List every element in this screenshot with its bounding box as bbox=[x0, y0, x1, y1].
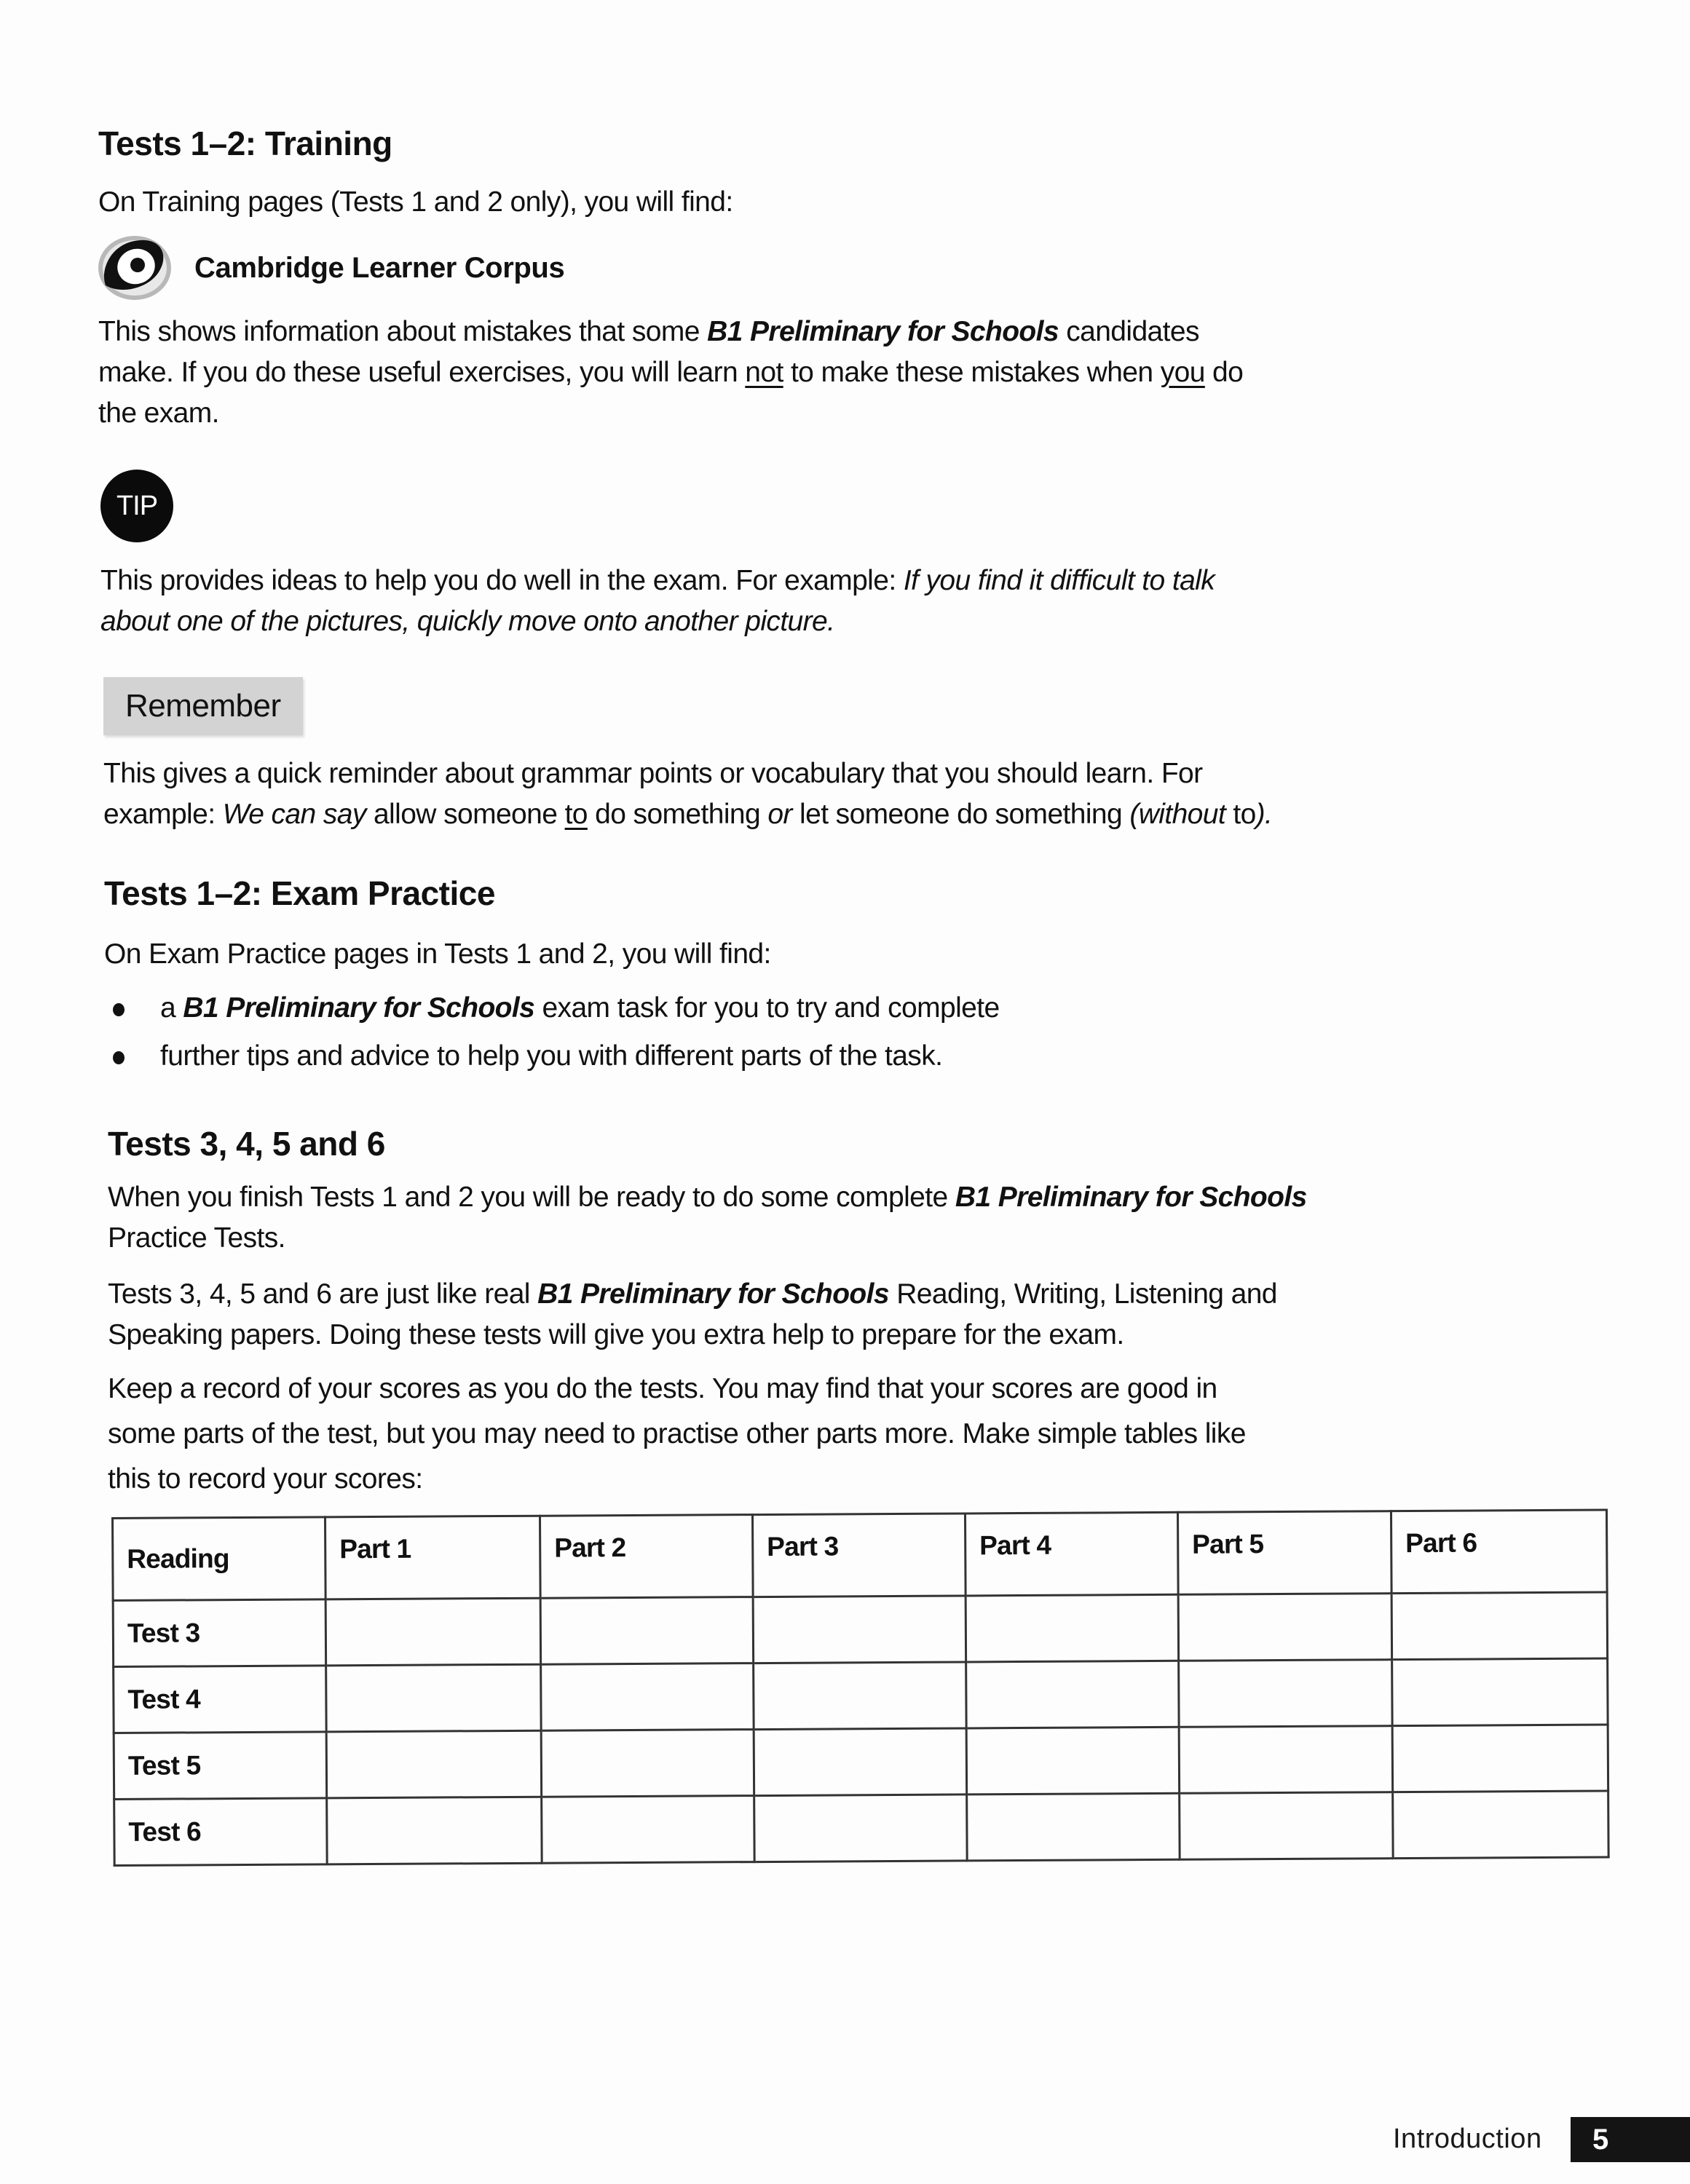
score-cell[interactable] bbox=[541, 1663, 754, 1731]
training-intro-text: On Training pages (Tests 1 and 2 only), you will find: bbox=[98, 186, 733, 218]
cambridge-learner-corpus-icon bbox=[97, 232, 178, 305]
table-header: Reading bbox=[113, 1517, 326, 1601]
line: some parts of the test, but you may need to practise other parts more. Make simple tables like bbox=[108, 1418, 1246, 1449]
score-table bbox=[111, 1509, 1610, 1867]
text: to make these mistakes when bbox=[783, 357, 1161, 388]
bullet-icon bbox=[113, 1003, 125, 1016]
table-row bbox=[114, 1725, 1608, 1799]
text: to bbox=[1225, 799, 1256, 830]
score-cell[interactable] bbox=[1179, 1660, 1393, 1728]
text: We can say bbox=[222, 799, 366, 830]
score-cell[interactable] bbox=[966, 1594, 1179, 1662]
text: allow someone bbox=[366, 799, 565, 830]
table-header: Part 4 bbox=[965, 1512, 1178, 1596]
table-row bbox=[113, 1592, 1607, 1666]
table-header: Part 2 bbox=[540, 1515, 753, 1599]
tip-example: If you find it difficult to talk bbox=[903, 565, 1215, 596]
clc-label: Cambridge Learner Corpus bbox=[194, 252, 565, 284]
text: example: bbox=[103, 799, 223, 830]
score-cell[interactable] bbox=[754, 1662, 967, 1730]
underlined-to: to bbox=[564, 799, 588, 830]
list-item bbox=[104, 984, 1000, 1032]
tests-3-6-para-3 bbox=[108, 1366, 1246, 1502]
score-cell[interactable] bbox=[327, 1797, 542, 1864]
line bbox=[108, 1274, 1277, 1315]
remember-line-2 bbox=[103, 794, 1272, 835]
text: Tests 3, 4, 5 and 6 are just like real bbox=[108, 1278, 538, 1310]
score-cell[interactable] bbox=[540, 1597, 754, 1665]
remember-label-box: Remember bbox=[103, 677, 303, 735]
underlined-you: you bbox=[1160, 357, 1205, 388]
table-header-row bbox=[113, 1510, 1608, 1600]
exam-name: B1 Preliminary for Schools bbox=[183, 992, 535, 1024]
text: exam task for you to try and complete bbox=[534, 992, 1000, 1024]
text: do bbox=[1204, 357, 1244, 388]
score-cell[interactable] bbox=[966, 1727, 1180, 1795]
score-cell[interactable] bbox=[754, 1795, 968, 1862]
list-item bbox=[104, 1032, 1000, 1080]
clc-line-3: the exam. bbox=[98, 397, 219, 429]
score-cell[interactable] bbox=[326, 1730, 542, 1798]
line: Keep a record of your scores as you do the tests. You may find that your scores are good in bbox=[108, 1373, 1217, 1404]
text: This provides ideas to help you do well in the exam. For example: bbox=[100, 565, 904, 596]
score-cell[interactable] bbox=[1392, 1725, 1608, 1792]
score-cell[interactable] bbox=[541, 1730, 754, 1797]
tip-line-1 bbox=[100, 561, 1215, 601]
text: This shows information about mistakes that some bbox=[98, 316, 708, 347]
line bbox=[108, 1177, 1307, 1218]
text: When you finish Tests 1 and 2 you will be ready to do some complete bbox=[108, 1182, 955, 1213]
exam-name: B1 Preliminary for Schools bbox=[707, 316, 1059, 347]
text: candidates bbox=[1058, 316, 1199, 347]
tip-badge-icon: TIP bbox=[100, 470, 173, 542]
exam-name: B1 Preliminary for Schools bbox=[955, 1182, 1307, 1213]
score-cell[interactable] bbox=[1392, 1658, 1608, 1726]
clc-feature-label bbox=[97, 232, 564, 305]
score-cell[interactable] bbox=[753, 1596, 966, 1663]
row-label: Test 6 bbox=[114, 1798, 328, 1866]
row-label: Test 4 bbox=[114, 1666, 327, 1733]
line: this to record your scores: bbox=[108, 1463, 423, 1495]
exam-practice-list bbox=[104, 984, 1000, 1080]
page-number: 5 bbox=[1592, 2123, 1609, 2156]
row-label: Test 3 bbox=[113, 1599, 326, 1667]
text: a bbox=[160, 992, 183, 1024]
text: further tips and advice to help you with different parts of the task. bbox=[160, 1040, 943, 1072]
clc-description bbox=[98, 312, 1243, 434]
heading-tests-3-6: Tests 3, 4, 5 and 6 bbox=[108, 1125, 385, 1163]
table-row bbox=[114, 1791, 1608, 1865]
text: make. If you do these useful exercises, you will learn bbox=[98, 357, 746, 388]
score-cell[interactable] bbox=[1180, 1792, 1394, 1860]
score-cell[interactable] bbox=[754, 1728, 967, 1796]
exam-practice-intro bbox=[104, 934, 771, 975]
row-label: Test 5 bbox=[114, 1732, 327, 1800]
tip-description bbox=[100, 561, 1215, 642]
text: Reading, Writing, Listening and bbox=[888, 1278, 1277, 1310]
text: (without bbox=[1129, 799, 1226, 830]
clc-line-1 bbox=[98, 312, 1243, 352]
line: Practice Tests. bbox=[108, 1222, 285, 1254]
training-intro bbox=[98, 182, 733, 223]
score-cell[interactable] bbox=[1178, 1594, 1392, 1661]
text: let someone do something bbox=[791, 799, 1130, 830]
score-cell[interactable] bbox=[542, 1796, 755, 1864]
table-header: Part 5 bbox=[1177, 1511, 1391, 1595]
clc-line-2 bbox=[98, 352, 1243, 393]
exam-name: B1 Preliminary for Schools bbox=[537, 1278, 889, 1310]
table-row bbox=[114, 1658, 1608, 1733]
table-header: Part 1 bbox=[325, 1516, 541, 1599]
tip-line-2: about one of the pictures, quickly move onto another picture. bbox=[100, 606, 835, 637]
score-cell[interactable] bbox=[1179, 1726, 1393, 1794]
tests-3-6-para-2 bbox=[108, 1274, 1277, 1356]
footer-section-label: Introduction bbox=[1393, 2124, 1542, 2154]
score-cell[interactable] bbox=[966, 1661, 1180, 1728]
table-header: Part 6 bbox=[1391, 1510, 1607, 1594]
score-cell[interactable] bbox=[1393, 1791, 1609, 1859]
score-cell[interactable] bbox=[1391, 1592, 1608, 1660]
heading-exam-practice: Tests 1–2: Exam Practice bbox=[104, 874, 495, 912]
remember-description bbox=[103, 753, 1272, 835]
tests-3-6-para-1 bbox=[108, 1177, 1307, 1259]
text: or bbox=[767, 799, 792, 830]
score-cell[interactable] bbox=[326, 1664, 542, 1732]
score-cell[interactable] bbox=[325, 1598, 541, 1666]
text: On Exam Practice pages in Tests 1 and 2, you will find: bbox=[104, 938, 771, 970]
text: ). bbox=[1255, 799, 1273, 830]
bullet-icon bbox=[113, 1051, 125, 1064]
remember-line-1: This gives a quick reminder about grammar points or vocabulary that you should learn. For bbox=[103, 758, 1203, 789]
page-number-box bbox=[1571, 2117, 1690, 2162]
line: Speaking papers. Doing these tests will give you extra help to prepare for the exam. bbox=[108, 1319, 1124, 1350]
table-header: Part 3 bbox=[752, 1514, 966, 1597]
underlined-not: not bbox=[745, 357, 783, 388]
heading-training: Tests 1–2: Training bbox=[98, 124, 392, 162]
text: do something bbox=[587, 799, 768, 830]
score-cell[interactable] bbox=[967, 1793, 1180, 1861]
